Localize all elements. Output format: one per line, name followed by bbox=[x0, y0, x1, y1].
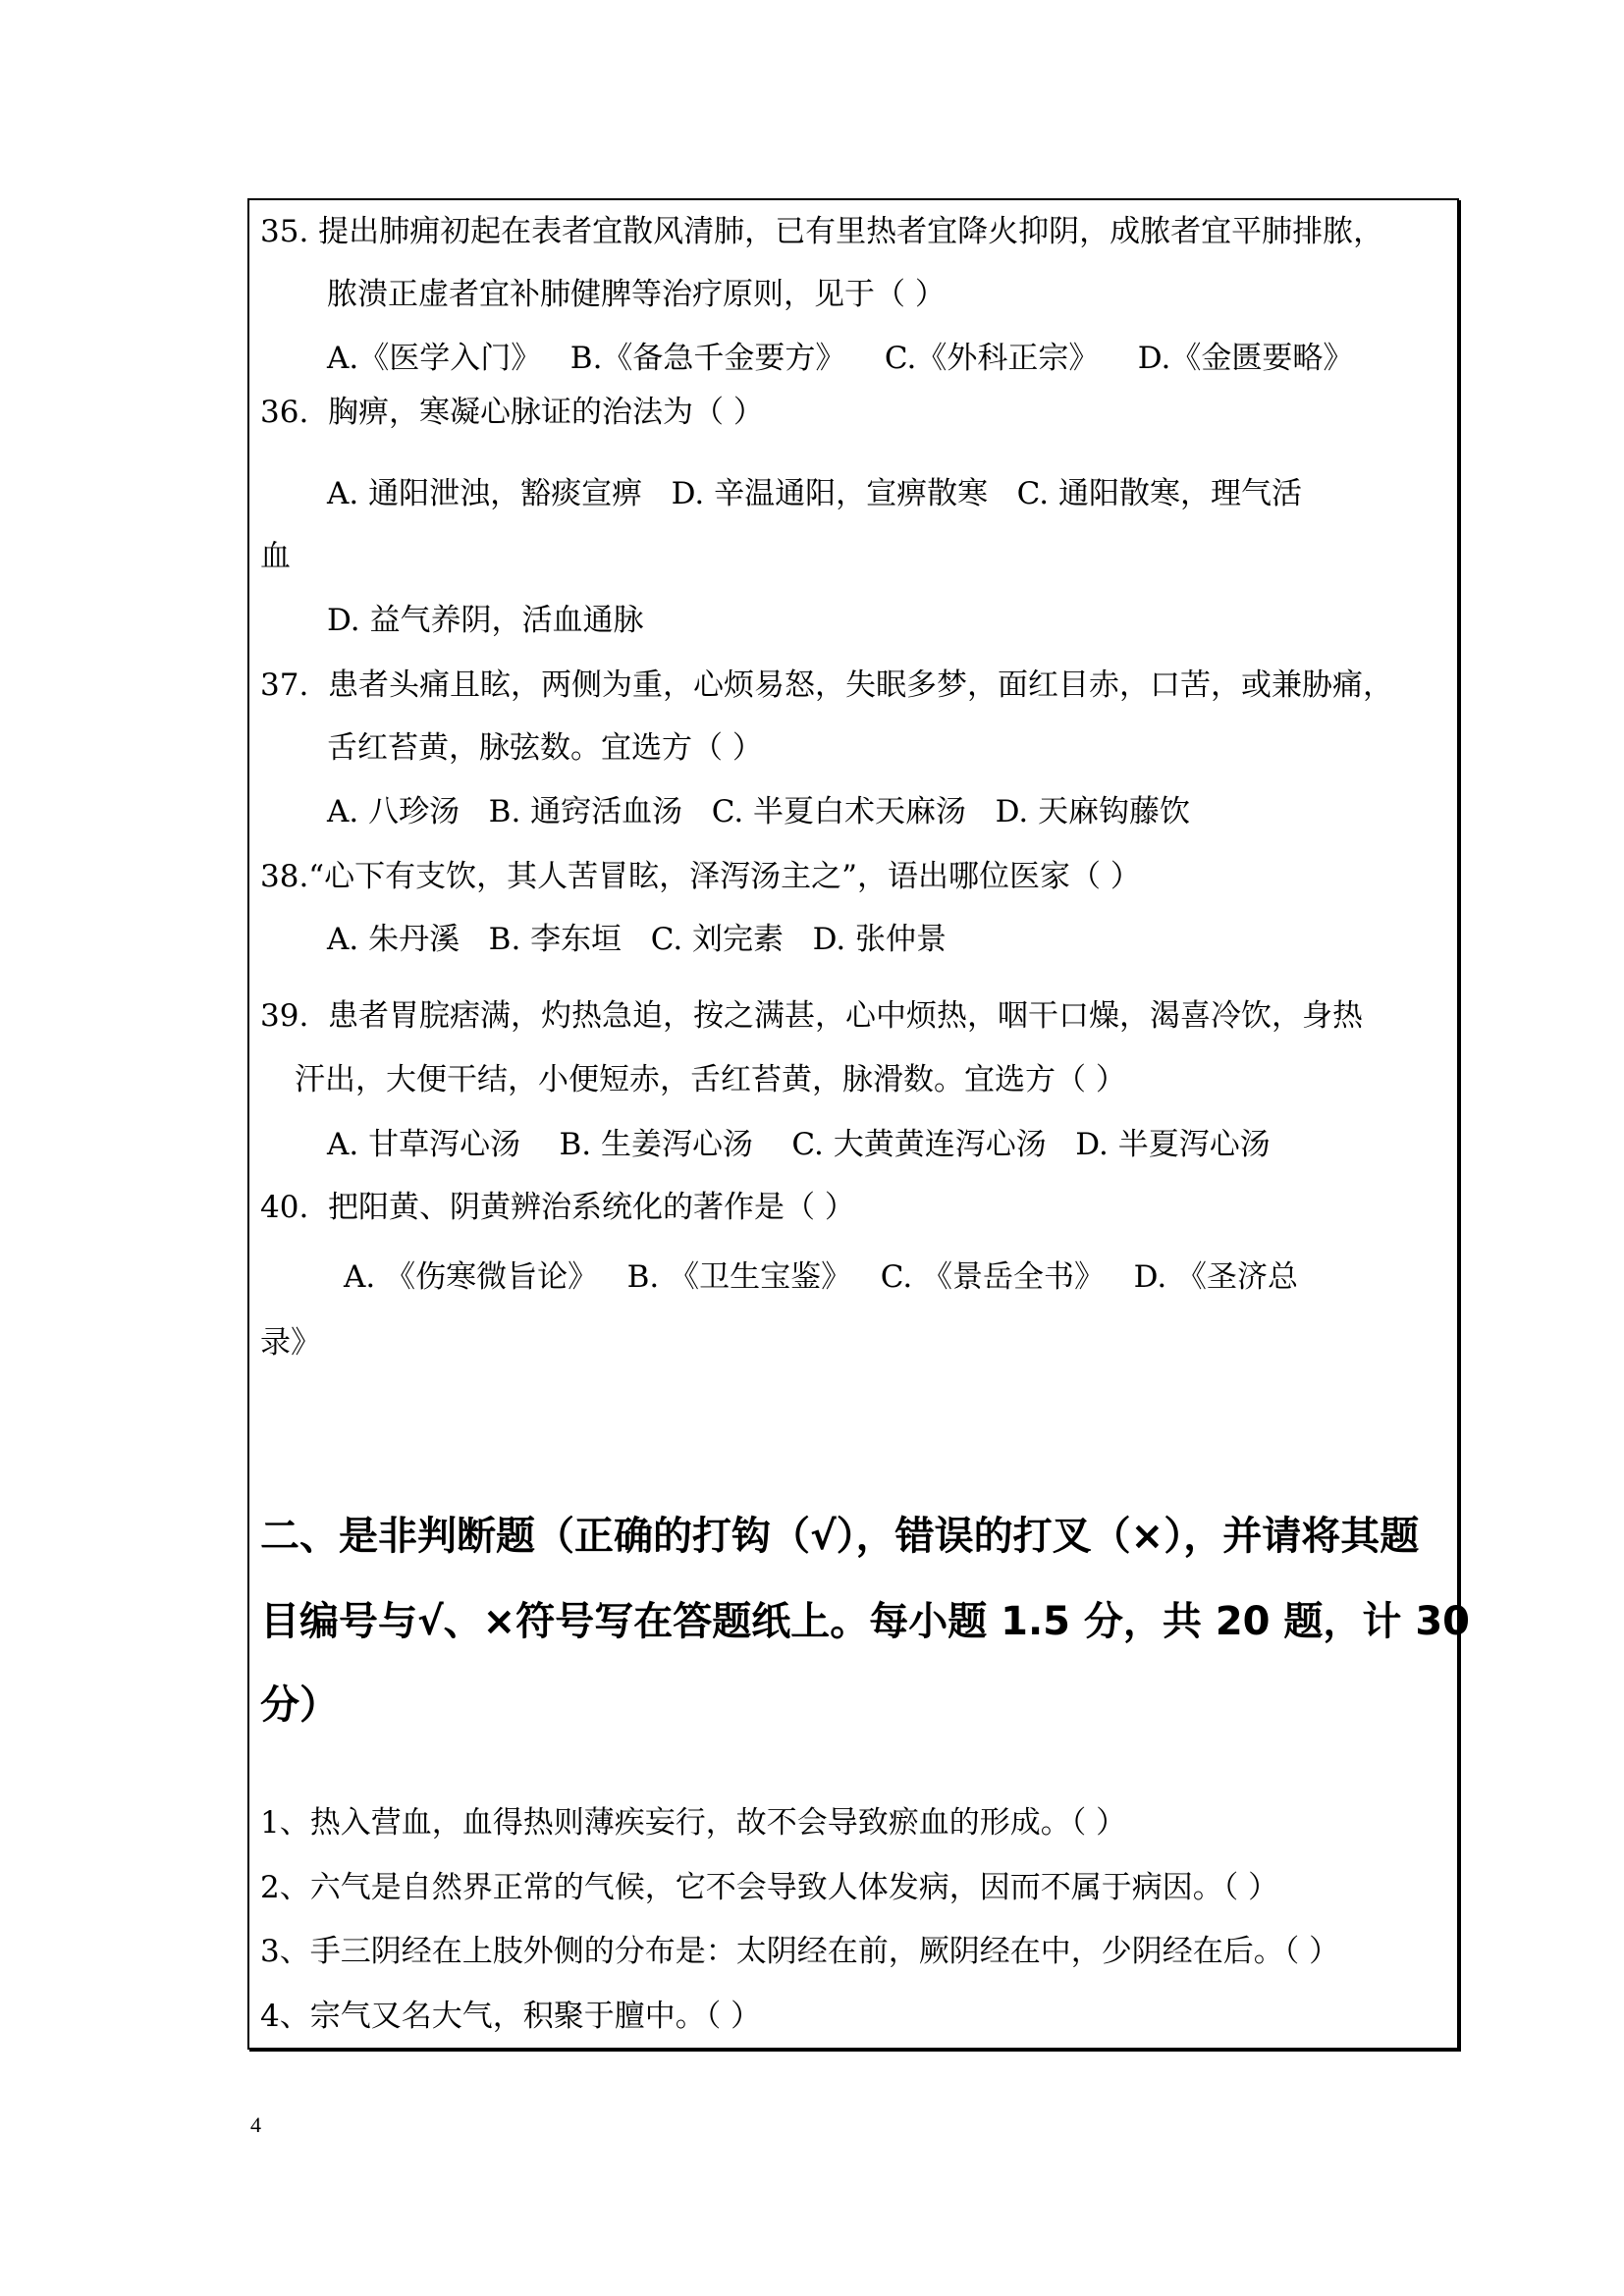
q36-options: A. 通阳泄浊，豁痰宣痹 D. 辛温通阳，宣痹散寒 C. 通阳散寒，理气活 bbox=[327, 476, 1302, 511]
q40-stem: 40. 把阳黄、阴黄辨治系统化的著作是（ ） bbox=[260, 1190, 855, 1225]
tf-item: 3、手三阴经在上肢外侧的分布是：太阴经在前，厥阴经在中，少阴经在后。（ ） bbox=[260, 1934, 1340, 1969]
q37-stem-cont: 舌红苔黄，脉弦数。宜选方（ ） bbox=[327, 730, 763, 766]
q40-options-wrap: 录》 bbox=[260, 1325, 321, 1361]
q36-options-wrap: 血 bbox=[260, 539, 291, 574]
q40-options: A. 《伤寒微旨论》 B. 《卫生宝鉴》 C. 《景岳全书》 D. 《圣济总 bbox=[344, 1259, 1299, 1295]
page-number: 4 bbox=[250, 2112, 261, 2137]
q39-stem-cont: 汗出，大便干结，小便短赤，舌红苔黄，脉滑数。宜选方（ ） bbox=[295, 1062, 1126, 1097]
section2-heading-cont: 目编号与√、×符号写在答题纸上。每小题 1.5 分，共 20 题，计 30 bbox=[260, 1599, 1471, 1644]
q38-options: A. 朱丹溪 B. 李东垣 C. 刘完素 D. 张仲景 bbox=[327, 922, 947, 957]
q37-options: A. 八珍汤 B. 通窍活血汤 C. 半夏白术天麻汤 D. 天麻钩藤饮 bbox=[327, 794, 1191, 829]
section2-heading-end: 分） bbox=[260, 1682, 339, 1728]
q39-options: A. 甘草泻心汤 B. 生姜泻心汤 C. 大黄黄连泻心汤 D. 半夏泻心汤 bbox=[327, 1127, 1271, 1162]
q35-stem: 35. 提出肺痈初起在表者宜散风清肺，已有里热者宜降火抑阴，成脓者宜平肺排脓， bbox=[260, 214, 1384, 249]
q36-option-d: D. 益气养阴，活血通脉 bbox=[327, 603, 644, 638]
q35-options: A.《医学入门》 B.《备急千金要方》 C.《外科正宗》 D.《金匮要略》 bbox=[327, 341, 1354, 376]
section2-heading: 二、是非判断题（正确的打钩（√），错误的打叉（×），并请将其题 bbox=[260, 1514, 1420, 1559]
q36-stem: 36. 胸痹，寒凝心脉证的治法为（ ） bbox=[260, 395, 764, 430]
tf-item: 2、六气是自然界正常的气候，它不会导致人体发病，因而不属于病因。（ ） bbox=[260, 1870, 1279, 1905]
q39-stem: 39. 患者胃脘痞满，灼热急迫，按之满甚，心中烦热，咽干口燥，渴喜冷饮，身热 bbox=[260, 998, 1364, 1034]
q37-stem: 37. 患者头痛且眩，两侧为重，心烦易怒，失眠多梦，面红目赤，口苦，或兼胁痛， bbox=[260, 667, 1394, 703]
tf-item: 1、热入营血，血得热则薄疾妄行，故不会导致瘀血的形成。（ ） bbox=[260, 1805, 1127, 1841]
q38-stem: 38.“心下有支饮，其人苦冒眩，泽泻汤主之”，语出哪位医家（ ） bbox=[260, 859, 1141, 894]
tf-item: 4、宗气又名大气，积聚于膻中。（ ） bbox=[260, 1999, 762, 2034]
q35-stem-cont: 脓溃正虚者宜补肺健脾等治疗原则，见于（ ） bbox=[327, 277, 946, 312]
